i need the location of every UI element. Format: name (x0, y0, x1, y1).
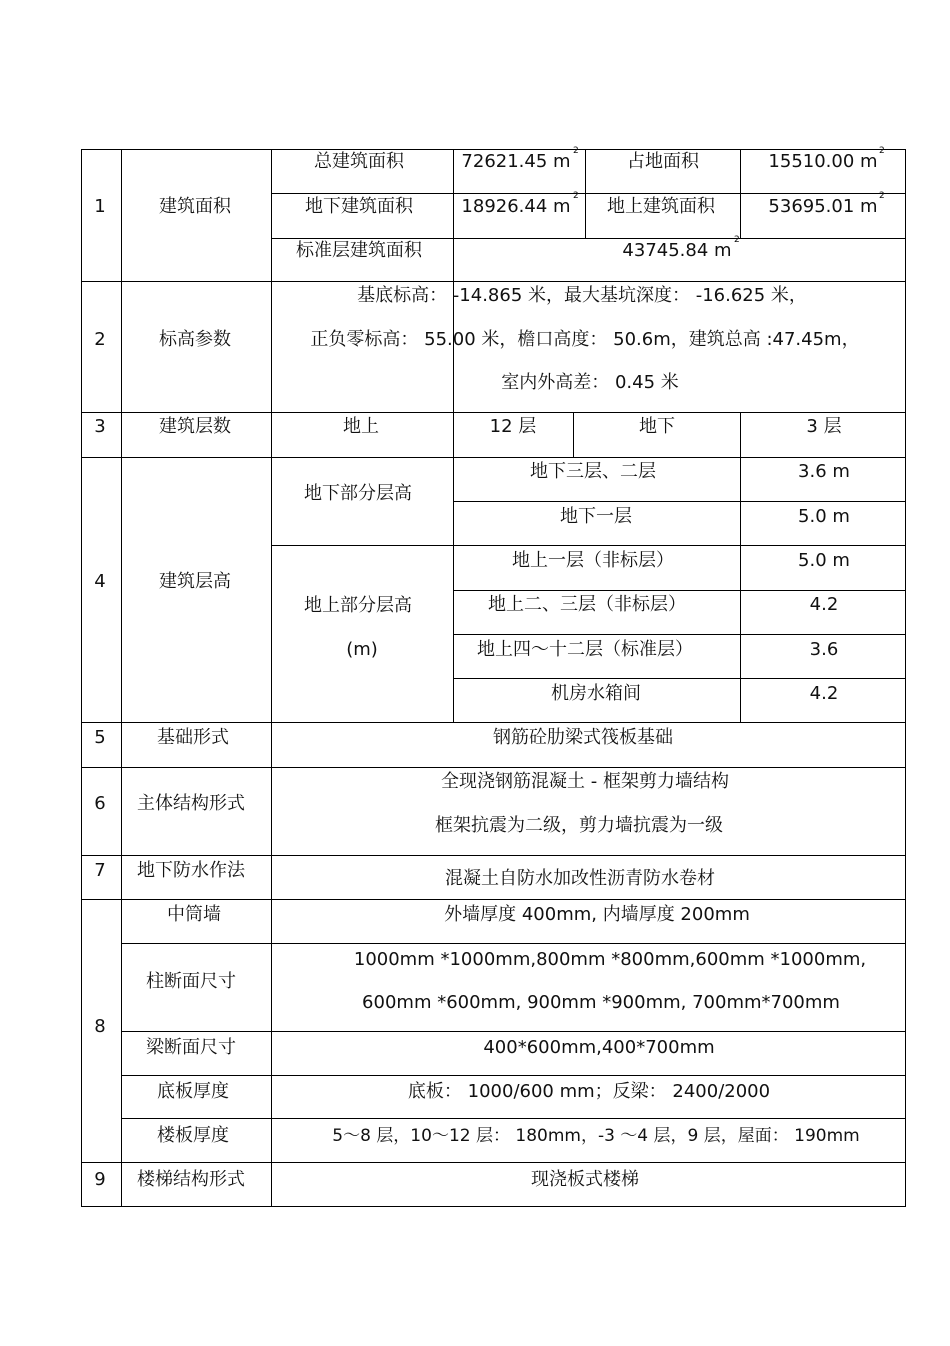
table-rule (81, 412, 906, 413)
structure-line-1: 全现浇钢筋混凝土 - 框架剪力墙结构 (441, 771, 729, 792)
structure-line-2: 框架抗震为二级，剪力墙抗震为一级 (435, 815, 723, 836)
table-rule (121, 1075, 906, 1076)
row-number: 4 (94, 571, 106, 592)
table-rule (121, 1118, 906, 1119)
cell-label: 标准层建筑面积 (296, 240, 422, 261)
elevation-line-3: 室内外高差： 0.45 米 (501, 372, 679, 393)
row-item-label: 建筑层数 (159, 416, 231, 437)
table-rule (905, 149, 906, 1207)
cell-value: 3 层 (806, 416, 842, 437)
table-rule (81, 149, 82, 1207)
cell-label: 地下建筑面积 (305, 196, 413, 217)
table-rule (81, 457, 906, 458)
row-number: 9 (94, 1169, 106, 1190)
floor-label: 机房水箱间 (551, 683, 641, 704)
cell-label: 地下 (639, 416, 675, 437)
row-item-label: 主体结构形式 (137, 793, 245, 814)
row-number: 2 (94, 329, 106, 350)
cell-label: 地上建筑面积 (607, 196, 715, 217)
table-rule (585, 149, 586, 238)
cell-value: 72621.45 m (461, 151, 571, 172)
table-rule (121, 149, 122, 1207)
table-rule (81, 899, 906, 900)
cell-value: 400*600mm,400*700mm (483, 1037, 715, 1058)
floor-label: 地上四～十二层（标准层） (477, 639, 693, 660)
cell-label: 占地面积 (627, 151, 699, 172)
floor-label: 地上二、三层（非标层） (488, 594, 686, 615)
row-number: 1 (94, 196, 106, 217)
row-number: 5 (94, 727, 106, 748)
table-rule (573, 412, 574, 457)
floor-value: 4.2 (809, 594, 839, 615)
superscript: 2 (879, 191, 885, 201)
table-rule (271, 238, 906, 239)
column-sizes-line-2: 600mm *600mm, 900mm *900mm, 700mm*700mm (362, 992, 840, 1013)
table-rule (453, 457, 454, 722)
sub-item-label: 柱断面尺寸 (146, 971, 236, 992)
table-rule (81, 722, 906, 723)
cell-value: 底板： 1000/600 mm；反梁： 2400/2000 (407, 1081, 771, 1102)
sub-item-label: 中筒墙 (167, 904, 221, 925)
cell-value: 钢筋砼肋梁式筏板基础 (493, 727, 673, 748)
table-rule (740, 412, 741, 722)
elevation-line-2: 正负零标高： 55.00 米，檐口高度： 50.6m，建筑总高 :47.45m， (310, 329, 860, 350)
cell-value: 53695.01 m (768, 196, 878, 217)
table-rule (81, 1206, 906, 1207)
cell-value: 15510.00 m (768, 151, 878, 172)
column-sizes-line-1: 1000mm *1000mm,800mm *800mm,600mm *1000mm, (353, 949, 867, 970)
table-rule (121, 943, 906, 944)
cell-value: 12 层 (489, 416, 537, 437)
floor-value: 5.0 m (798, 550, 850, 571)
sub-item-label: 梁断面尺寸 (146, 1037, 236, 1058)
table-rule (453, 634, 906, 635)
row-item-label: 标高参数 (159, 329, 231, 350)
row-item-label: 基础形式 (157, 727, 229, 748)
floor-value: 5.0 m (798, 506, 850, 527)
row-number: 7 (94, 860, 106, 881)
table-rule (740, 149, 741, 238)
floor-value: 3.6 (809, 639, 839, 660)
cell-value: 5～8 层，10～12 层： 180mm，-3 ～4 层，9 层，屋面： 190mm (332, 1126, 860, 1146)
table-rule (271, 545, 906, 546)
table-rule (81, 281, 906, 282)
table-rule (453, 590, 906, 591)
floor-value: 3.6 m (798, 461, 850, 482)
table-rule (81, 149, 906, 150)
floor-label: 地下一层 (560, 506, 632, 527)
table-rule (271, 193, 906, 194)
cell-value: 混凝土自防水加改性沥青防水卷材 (445, 868, 715, 889)
cell-value: 18926.44 m (461, 196, 571, 217)
table-rule (271, 149, 272, 1207)
row-item-label: 楼梯结构形式 (137, 1169, 245, 1190)
superscript: 2 (879, 146, 885, 156)
floor-label: 地下三层、二层 (530, 461, 656, 482)
table-rule (121, 1031, 906, 1032)
group-label: 地下部分层高 (304, 483, 412, 504)
table-rule (453, 678, 906, 679)
table-rule (81, 1162, 906, 1163)
row-item-label: 地下防水作法 (137, 860, 245, 881)
elevation-line-1: 基底标高： -14.865 米，最大基坑深度： -16.625 米， (357, 285, 807, 306)
superscript: 2 (573, 191, 579, 201)
floor-value: 4.2 (809, 683, 839, 704)
table-rule (453, 501, 906, 502)
row-number: 8 (94, 1016, 106, 1037)
sub-item-label: 底板厚度 (157, 1081, 229, 1102)
sub-item-label: 楼板厚度 (157, 1125, 229, 1146)
group-label: (m) (346, 639, 378, 660)
cell-value: 现浇板式楼梯 (531, 1169, 639, 1190)
row-number: 3 (94, 416, 106, 437)
floor-label: 地上一层（非标层） (512, 550, 674, 571)
cell-value: 43745.84 m (622, 240, 732, 261)
superscript: 2 (734, 235, 740, 245)
row-number: 6 (94, 793, 106, 814)
table-rule (81, 855, 906, 856)
superscript: 2 (573, 146, 579, 156)
row-item-label: 建筑面积 (159, 196, 231, 217)
cell-value: 外墙厚度 400mm, 内墙厚度 200mm (444, 904, 750, 925)
group-label: 地上部分层高 (304, 595, 412, 616)
row-item-label: 建筑层高 (159, 571, 231, 592)
table-rule (81, 767, 906, 768)
cell-label: 总建筑面积 (314, 151, 404, 172)
cell-label: 地上 (343, 416, 379, 437)
